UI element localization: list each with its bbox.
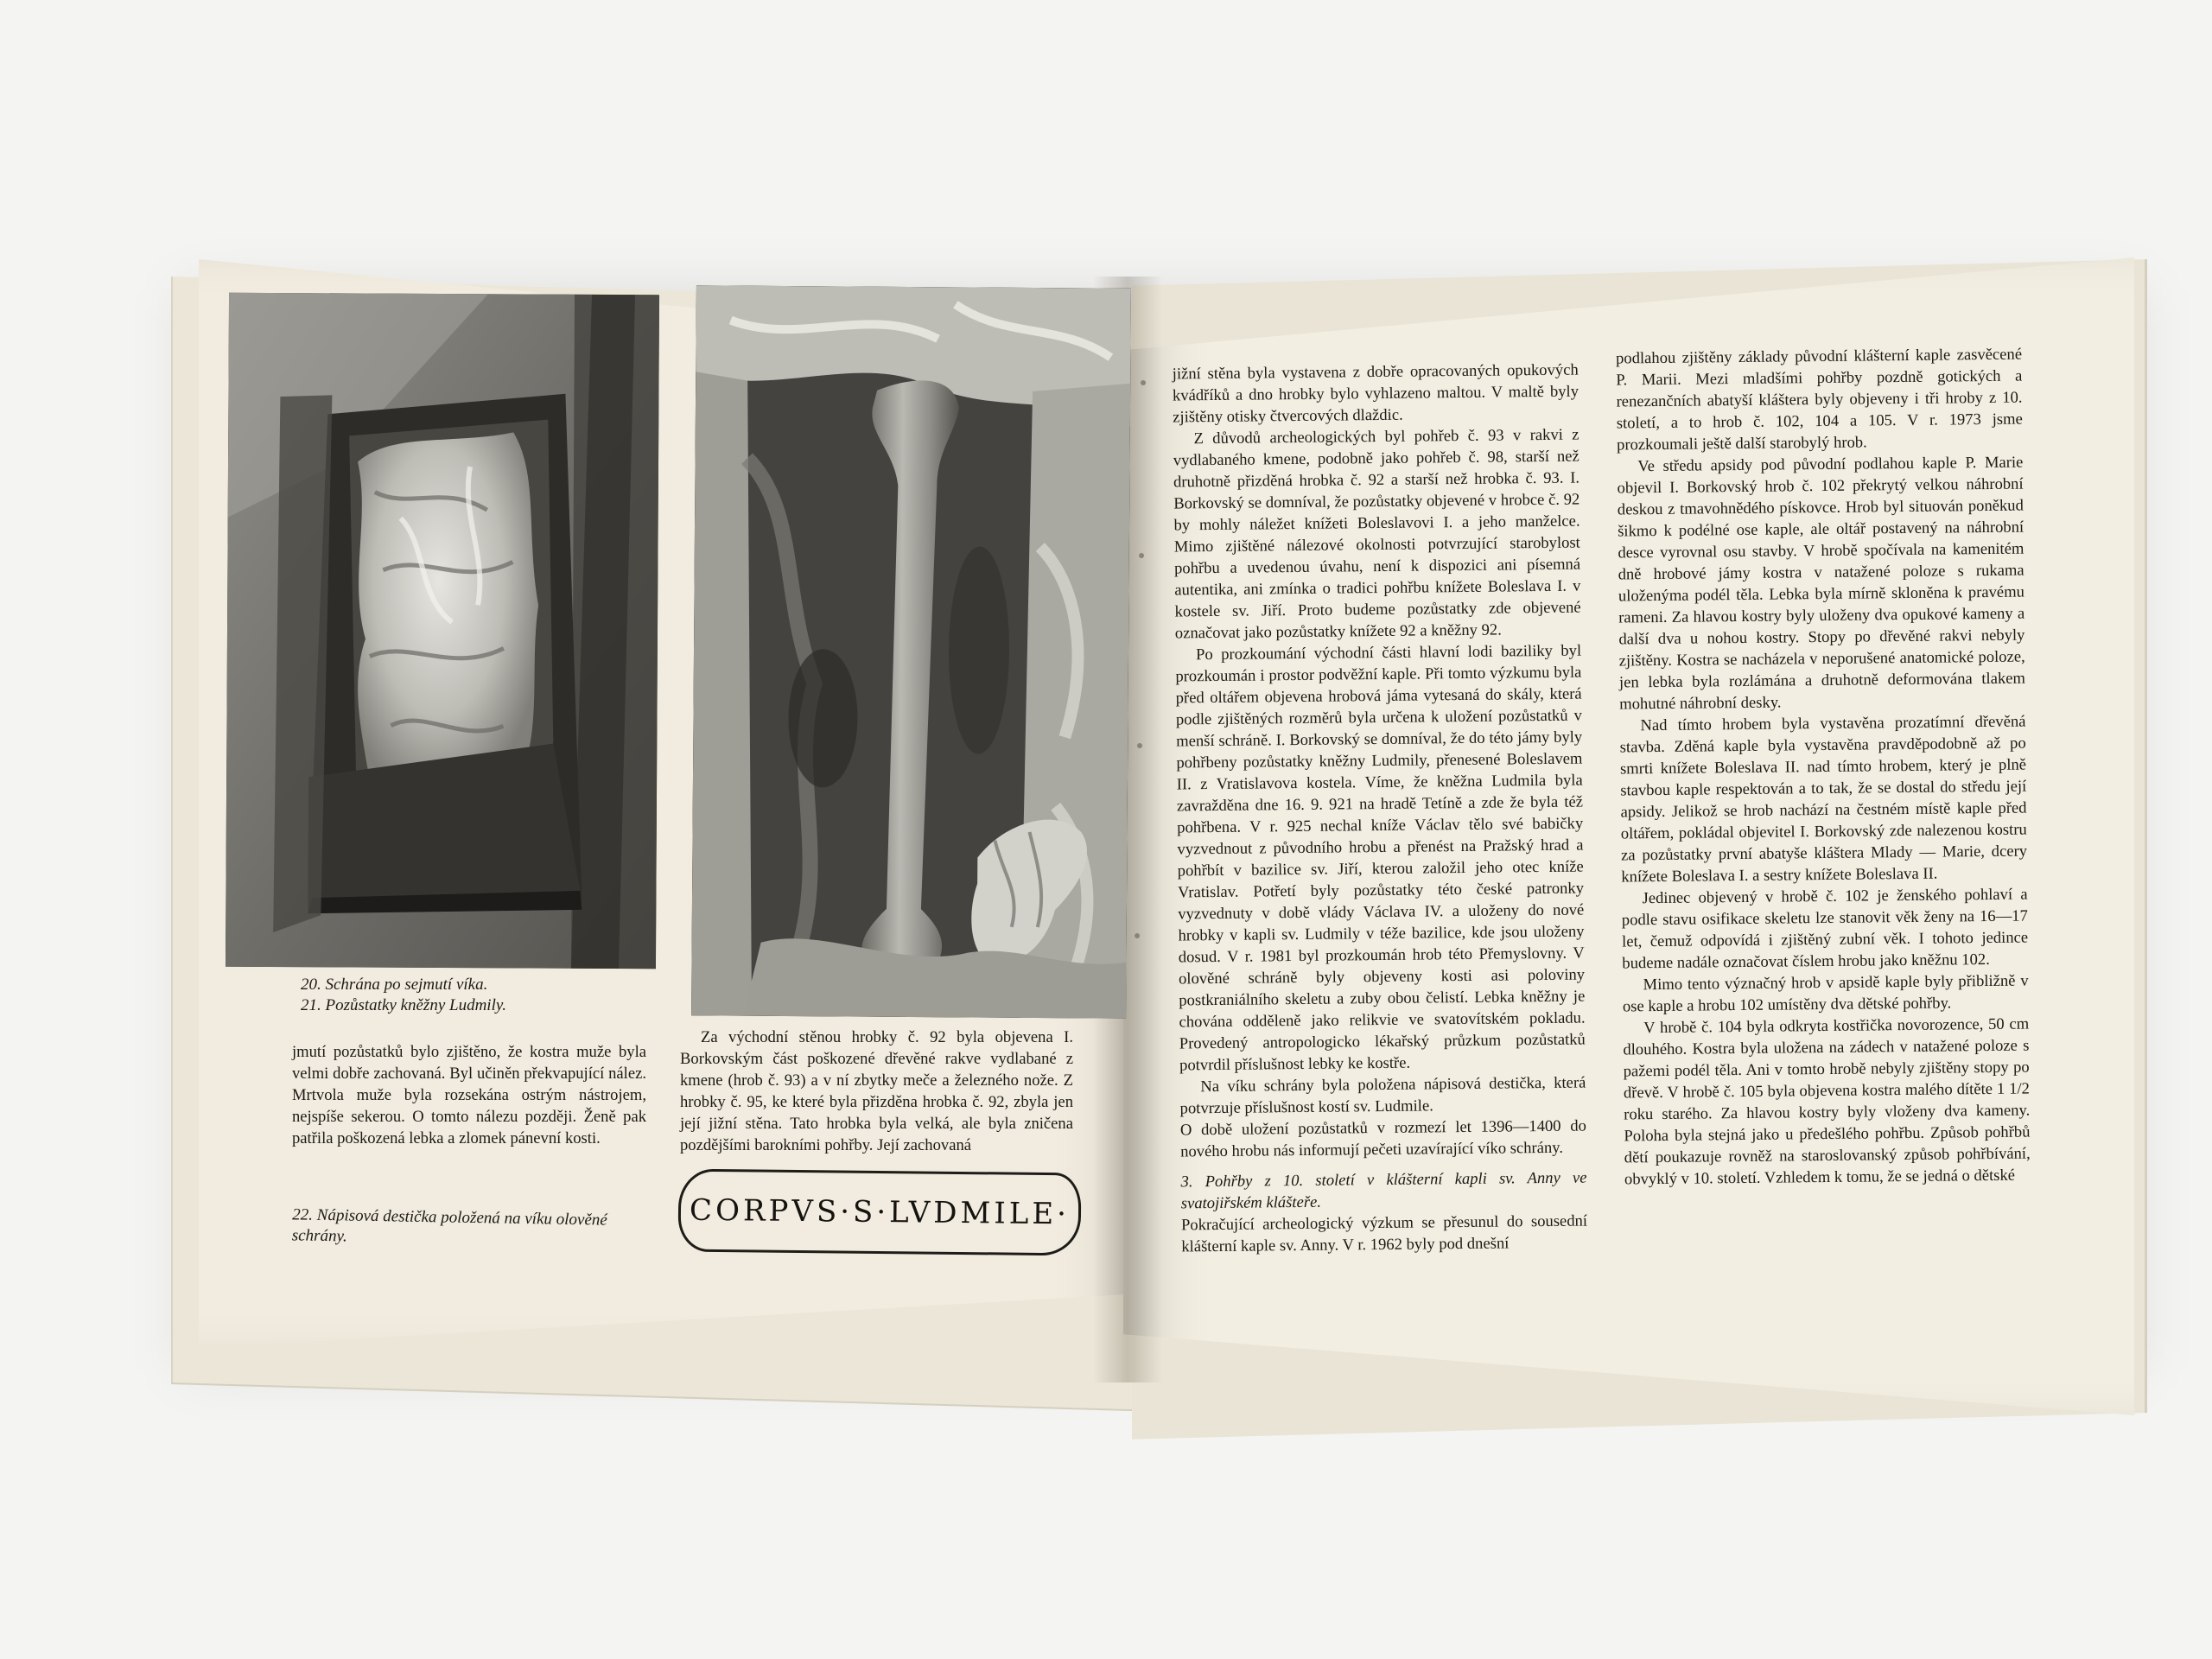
r2-p1: Ve středu apsidy pod původní podlahou kaple P. Marie objevil I. Borkovský hrob č. 102 překrytý velkou náhrobní deskou z tmavohnědého pískovce. Hrob byl situován poněkud šikmo k podélné ose kaple, ale oltář postavený na náhrobní desce vyrovnal osu stavby. V hrobě spočívala na kamenitém dně hrobové jámy kostra v natažené poloze s rukama uloženýma podél těla. Lebka byla mírně skloněna k pravému rameni. Za hlavou kostry byly uloženy dva opukové kameny a další dva u nohou kostry. Stopy po dřevěné rakvi nebyly zjištěny. Kostra se nacházela v neporušené anatomické poloze, jen lebka byla rozlámána a druhotně deformována tlakem mohutné náhrobní desky. [1617, 453, 2026, 714]
inscription-plate [678, 1169, 1082, 1256]
photo-reliquary-box [226, 293, 659, 969]
r1-p4: O době uložení pozůstatků v rozmezí let 1396—1400 do nového hrobu nás informují pečeti uzavírající víko schrány. [1179, 1116, 1586, 1161]
right-column-2 [1616, 344, 2031, 1191]
r2-p5: V hrobě č. 104 byla odkryta kostřička novorozence, 50 cm dlouhého. Kostra byla uložena na zádech v natažené poloze s pažemi podél těla. Ani v tomto hrobě nebyly zjištěny stopy po dřevě. V hrobě č. 105 byla objevena kostra malého dítěte 1 1/2 roku starého. Za hlavou kostry byly vloženy dva kameny. Poloha byla stejná jako u předešlého pohřbu. Způsob pohřbů dětí poukazuje rovněž na staroslovanský způsob pohřbívání, obvyklý v 10. století. Vzhledem k tomu, že se jedná o dětské [1623, 1014, 2031, 1189]
r2-p2: Nad tímto hrobem byla vystavěna prozatímní dřevěná stavba. Zděná kaple byla vystavěna pravděpodobně až po smrti knížete Boleslava II. nad tímto hrobem, který je plně stavbou kaple respektován a to tak, že se dostal do středu její apsidy. Jelikož se hrob nachází na čestném místě kaple před oltářem, pokládal objevitel I. Borkovský zde nalezenou kostru za pozůstatky první abatyše kláštera Mlady — Marie, dcery knížete Boleslava I. a sestry knížete Boleslava II. [1619, 712, 2028, 887]
r1-subhead: 3. Pohřby z 10. století v klášterní kapli sv. Anny ve svatojiřském klášteře. [1180, 1168, 1587, 1213]
r2-p4: Mimo tento význačný hrob v apsidě kaple byly přibližně v ose kaple a hrobu 102 umístěny dva dětské pohřby. [1622, 971, 2029, 1016]
r1-tail: Pokračující archeologický výzkum se přesunul do sousední klášterní kaple sv. Anny. V r. 1962 byly pod dnešní [1180, 1211, 1588, 1256]
binding-stitch [1135, 933, 1140, 938]
r2-p3: Jedinec objevený v hrobě č. 102 je ženského pohlaví a podle stavu osifikace skeletu lze stanovit věk ženy na 16—17 let, čemuž odpovídá i zjištěný zubní věk. I tohoto jedince budeme nadále označovat číslem hrobu jako kněžnu 102. [1621, 885, 2029, 973]
left-column-a [292, 1041, 646, 1149]
left-column-a-text: jmutí pozůstatků bylo zjištěno, že kostra muže byla velmi dobře zachovaná. Byl učiněn překvapující nález. Mrtvola muže byla rozsekána ostrým nástrojem, nejspíše sekerou. O tomto nálezu později. Ženě pak patřila poškozená lebka a zlomek pánevní kosti. [292, 1043, 646, 1147]
left-column-b-text: Za východní stěnou hrobky č. 92 byla objevena I. Borkovským část poškozené dřevěné rakve vydlabané z kmene (hrob č. 93) a v ní zbytky meče a železného nože. Z hrobky č. 95, ke které byla přizděna hrobka č. 92, zbyla jen její jižní stěna. Tato hrobka byla velká, ale byla zničena pozdějšími barokními pohřby. Její zachovaná [680, 1028, 1073, 1154]
inscription-text: CORPVS·S·LVDMILE· [689, 1192, 1071, 1232]
caption-20: 20. Schrána po sejmutí víka. [301, 976, 488, 994]
binding-stitch [1139, 553, 1144, 558]
photo-ludmila-remains [691, 285, 1131, 1018]
caption-21: 21. Pozůstatky kněžny Ludmily. [301, 996, 506, 1014]
r2-p0: podlahou zjištěny základy původní klášterní kaple zasvěcené P. Marii. Mezi mladšími pohřby pozdně gotických a renezančních abatyší kláštera byly objeveny i tři hroby z 10. století, a to hrob č. 102, 104 a 105. V r. 1973 jsme prozkoumali ještě další starobylý hrob. [1615, 345, 2023, 454]
r1-p3: Na víku schrány byla položena nápisová destička, která potvrzuje příslušnost kostí sv. Ludmile. [1179, 1073, 1586, 1118]
binding-stitch [1137, 743, 1142, 748]
right-column-1 [1173, 359, 1588, 1258]
left-column-b [680, 1027, 1073, 1156]
r1-p0: jižní stěna byla vystavena z dobře opracovaných opukových kvádříků a dno hrobky bylo vyhlazeno maltou. V maltě byly zjištěny otisky čtvercových dlaždic. [1172, 360, 1580, 427]
r1-p1: Z důvodů archeologických byl pohřeb č. 93 v rakvi z vydlabaného kmene, podobně jako pohřeb č. 98, starší než druhotně přizděná hrobka č. 92 a starší než hrobka č. 93. I. Borkovský se domníval, že pozůstatky objevené v hrobce č. 92 by mohly náležet knížeti Boleslavovi I. a jeho manželce. Mimo zjištěné nálezové okolnosti potvrzující starobylost pohřbu a uvedenou úvahu, není k dispozici ani písemná autentika, ani zmínka o tradici pohřbu knížete Boleslava I. v kostele sv. Jiří. Proto budeme pozůstatky zde objevené označovat jako pozůstatky knížete 92 a kněžny 92. [1173, 425, 1581, 643]
r1-p2: Po prozkoumání východní části hlavní lodi baziliky byl prozkoumán i prostor podvěžní kaple. Při tomto výzkumu byla před oltářem objevena hrobová jáma vytesaná do skály, která podle zjištěných rozměrů byla určena k uložení pozůstatků v menší schráně. I. Borkovský se domníval, že do této jámy byly pohřbeny pozůstatky kněžny Ludmily, přenesené Boleslavem II. z Vratislavova kostela. Víme, že kněžna Ludmila byla zavražděna dne 16. 9. 921 na hradě Tetíně a zde že byla též pohřbena. V r. 925 nechal kníže Václav tělo své babičky vyzvednout z původního hrobu a přenést na Pražský hrad a pohřbít v bazilice sv. Jiří, kterou založil jeho otec kníže Vratislav. Potřetí byly pozůstatky této české patronky vyzvednuty v době vlády Václava IV. a uloženy do nové hrobky v kapli sv. Ludmily v téže bazilice, kde jsou uloženy dosud. V r. 1981 byl prozkoumán hrob této Přemyslovny. V olověné schráně byly objeveny kosti asi poloviny postkraniálního skeletu a zuby obou čelistí. Lebka kněžny je chována odděleně jako relikvie ve svatovítském pokladu. Provedený antropologicko lékařský průzkum pozůstatků potvrdil příslušnost lebky ke kostře. [1175, 641, 1586, 1075]
photo-captions [301, 975, 506, 1016]
binding-stitch [1141, 380, 1146, 385]
caption-22: 22. Nápisová destička položená na víku olověné schrány. [291, 1205, 607, 1246]
